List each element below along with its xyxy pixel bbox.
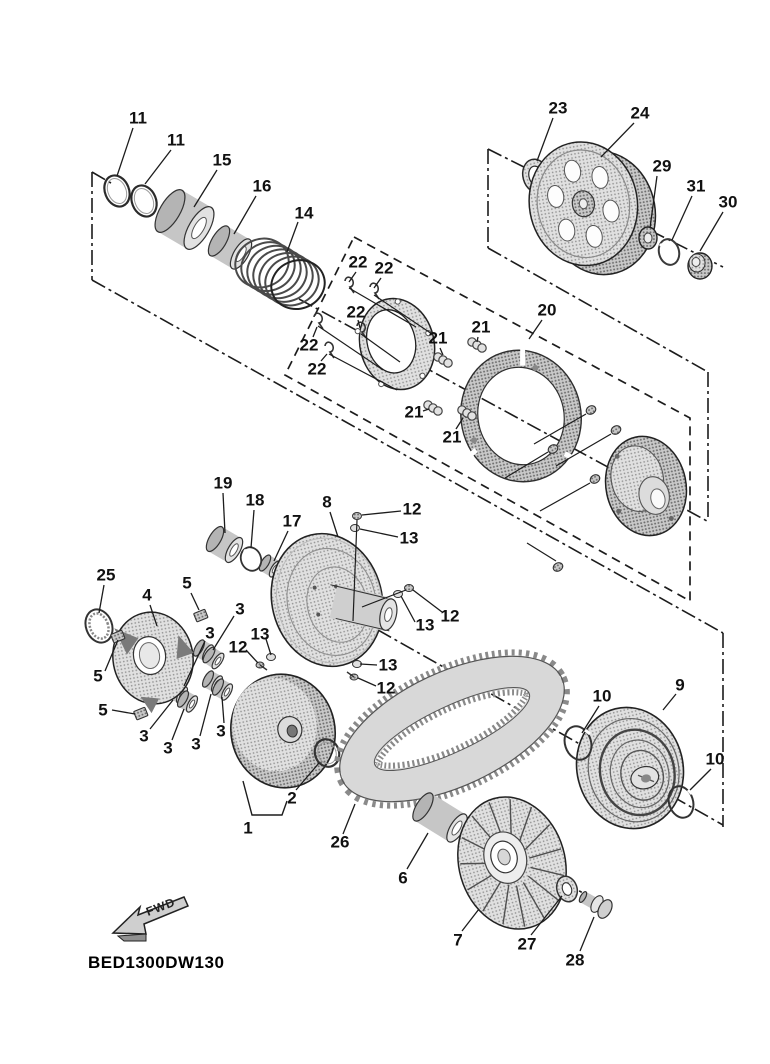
callout-26: 26	[330, 832, 350, 852]
callout-5: 5	[182, 573, 192, 593]
callout-27: 27	[517, 934, 537, 954]
callout-25: 25	[96, 565, 116, 585]
callout-6: 6	[398, 868, 408, 888]
callout-3: 3	[205, 623, 215, 643]
part-sheave-8	[257, 518, 411, 678]
callout-14: 14	[294, 203, 314, 223]
callout-11: 11	[129, 108, 147, 128]
callout-3: 3	[235, 599, 245, 619]
callout-21: 21	[428, 328, 448, 348]
part-pulley-9	[564, 696, 696, 840]
callout-12: 12	[376, 678, 396, 698]
callout-5: 5	[93, 666, 103, 686]
callout-22: 22	[307, 359, 327, 379]
part-fan-sheave-7	[443, 784, 582, 942]
callout-9: 9	[675, 675, 685, 695]
callout-22: 22	[374, 258, 394, 278]
callout-12: 12	[228, 637, 248, 657]
callout-20: 20	[537, 300, 557, 320]
callout-21: 21	[404, 402, 424, 422]
callout-12: 12	[440, 606, 460, 626]
callout-3: 3	[191, 734, 201, 754]
fwd-arrow-icon	[113, 895, 188, 941]
callout-24: 24	[630, 103, 650, 123]
callout-17: 17	[282, 511, 302, 531]
callout-13: 13	[378, 655, 398, 675]
part-bearing-30	[688, 253, 712, 279]
callout-3: 3	[216, 721, 226, 741]
part-oring-11b	[127, 182, 161, 221]
part-clutch-carrier-hub-20	[596, 429, 695, 543]
part-clip-31	[656, 237, 682, 267]
callout-16: 16	[252, 176, 272, 196]
part-nut-29	[639, 227, 657, 249]
callout-5: 5	[98, 700, 108, 720]
callout-18: 18	[245, 490, 265, 510]
callout-13: 13	[415, 615, 435, 635]
callout-3: 3	[163, 738, 173, 758]
callout-31: 31	[686, 176, 706, 196]
callout-12: 12	[402, 499, 422, 519]
callout-8: 8	[322, 492, 332, 512]
callout-2: 2	[287, 788, 297, 808]
callout-28: 28	[565, 950, 585, 970]
callout-29: 29	[652, 156, 672, 176]
callout-10: 10	[592, 686, 612, 706]
callout-10: 10	[705, 749, 725, 769]
part-sliding-sheave-1	[220, 664, 345, 797]
fwd-arrow-label: FWD	[144, 894, 178, 919]
part-clutch-housing-24	[519, 131, 665, 286]
callout-13: 13	[250, 624, 270, 644]
callout-21: 21	[471, 317, 491, 337]
callout-1: 1	[243, 818, 253, 838]
callout-4: 4	[142, 585, 152, 605]
callout-30: 30	[718, 192, 738, 212]
part-oring-11a	[100, 172, 134, 211]
callout-11: 11	[167, 130, 185, 150]
callout-22: 22	[346, 302, 366, 322]
callout-22: 22	[348, 252, 368, 272]
diagram-code: BED1300DW130	[88, 953, 225, 972]
callout-7: 7	[453, 930, 463, 950]
callout-21: 21	[442, 427, 462, 447]
callout-22: 22	[299, 335, 319, 355]
callout-3: 3	[139, 726, 149, 746]
callout-15: 15	[212, 150, 232, 170]
callout-13: 13	[399, 528, 419, 548]
callout-23: 23	[548, 98, 568, 118]
callout-19: 19	[213, 473, 233, 493]
